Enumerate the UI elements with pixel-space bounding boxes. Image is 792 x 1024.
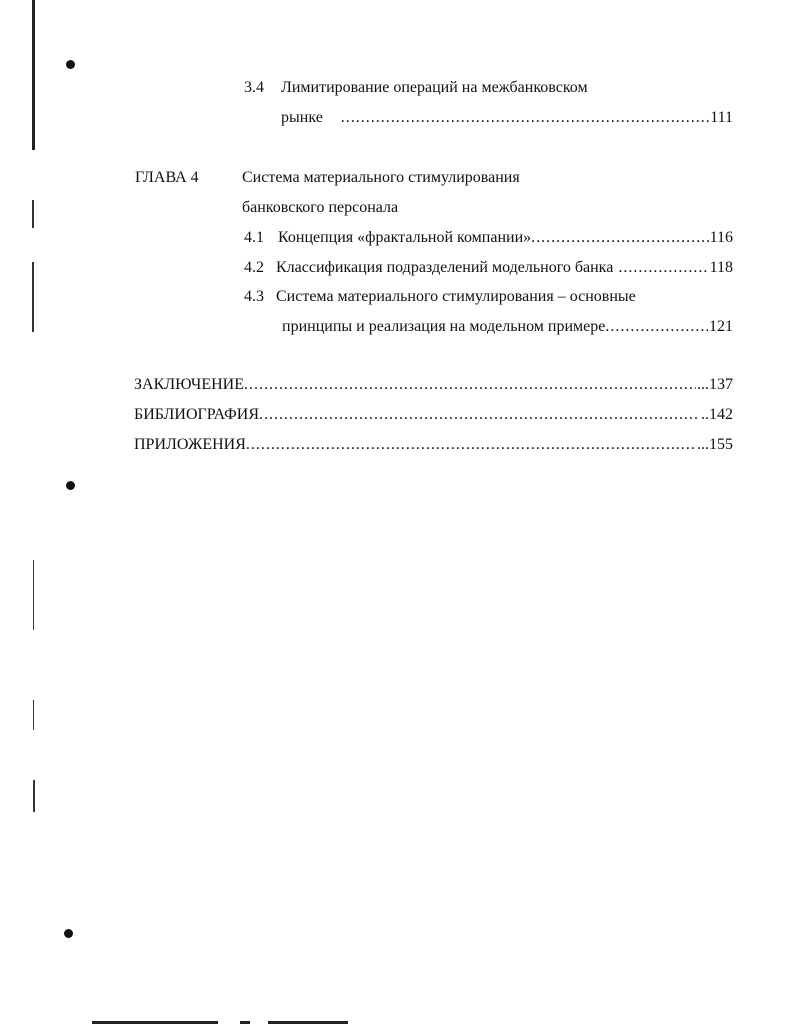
toc-entry-4-1-number: 4.1 bbox=[244, 229, 264, 246]
scan-edge-mark bbox=[32, 200, 34, 228]
toc-entry-4-3-title: Система материального стимулирования – основные bbox=[276, 288, 636, 305]
toc-entry-4-1 bbox=[278, 228, 733, 248]
scan-edge-mark bbox=[33, 780, 35, 812]
punch-hole-mark bbox=[66, 60, 75, 69]
chapter-title: Система материального стимулирования bbox=[242, 169, 520, 186]
toc-entry-3-4-title: Лимитирование операций на межбанковском bbox=[281, 79, 588, 96]
toc-entry-4-2 bbox=[276, 258, 733, 278]
toc-leader-dots bbox=[246, 435, 696, 455]
toc-leader-dots bbox=[531, 228, 708, 248]
toc-entry-title: Концепция «фрактальной компании» bbox=[278, 229, 532, 246]
toc-entry-4-3-continuation bbox=[282, 317, 733, 337]
scan-edge-mark bbox=[33, 560, 34, 630]
toc-page-number: ...155 bbox=[697, 436, 733, 453]
toc-page-number: 121 bbox=[709, 318, 733, 335]
toc-entry-bibliography bbox=[134, 405, 733, 425]
toc-entry-conclusion bbox=[134, 375, 733, 395]
toc-leader-dots bbox=[259, 405, 700, 425]
scan-edge-mark bbox=[32, 262, 34, 332]
toc-page-number: 118 bbox=[709, 259, 733, 276]
toc-entry-4-3-number: 4.3 bbox=[244, 288, 264, 305]
chapter-title-continuation: банковского персонала bbox=[242, 199, 399, 216]
toc-page-number: 116 bbox=[709, 229, 733, 246]
toc-leader-dots bbox=[323, 108, 709, 128]
toc-entry-3-4-number: 3.4 bbox=[244, 79, 264, 96]
toc-entry-3-4-continuation bbox=[281, 108, 733, 128]
toc-entry-appendices bbox=[134, 435, 733, 455]
toc-leader-dots bbox=[244, 375, 696, 395]
toc-entry-title: Классификация подразделений модельного банка bbox=[276, 259, 614, 276]
toc-entry-title: ПРИЛОЖЕНИЯ bbox=[134, 436, 246, 453]
toc-entry-title: рынке bbox=[281, 109, 323, 126]
punch-hole-mark bbox=[66, 481, 75, 490]
chapter-label: ГЛАВА 4 bbox=[135, 169, 199, 186]
punch-hole-mark bbox=[64, 929, 73, 938]
toc-entry-title: ЗАКЛЮЧЕНИЕ bbox=[134, 376, 244, 393]
toc-page-number: ..142 bbox=[701, 406, 733, 423]
toc-page-number: 111 bbox=[710, 109, 733, 126]
scan-edge-line bbox=[32, 0, 35, 150]
toc-page-number: ...137 bbox=[697, 376, 733, 393]
scan-edge-mark bbox=[33, 700, 34, 730]
toc-leader-dots bbox=[605, 317, 708, 337]
toc-entry-title: БИБЛИОГРАФИЯ bbox=[134, 406, 260, 423]
toc-leader-dots bbox=[613, 258, 708, 278]
toc-entry-4-2-number: 4.2 bbox=[244, 259, 264, 276]
toc-entry-title: принципы и реализация на модельном примере bbox=[282, 318, 606, 335]
